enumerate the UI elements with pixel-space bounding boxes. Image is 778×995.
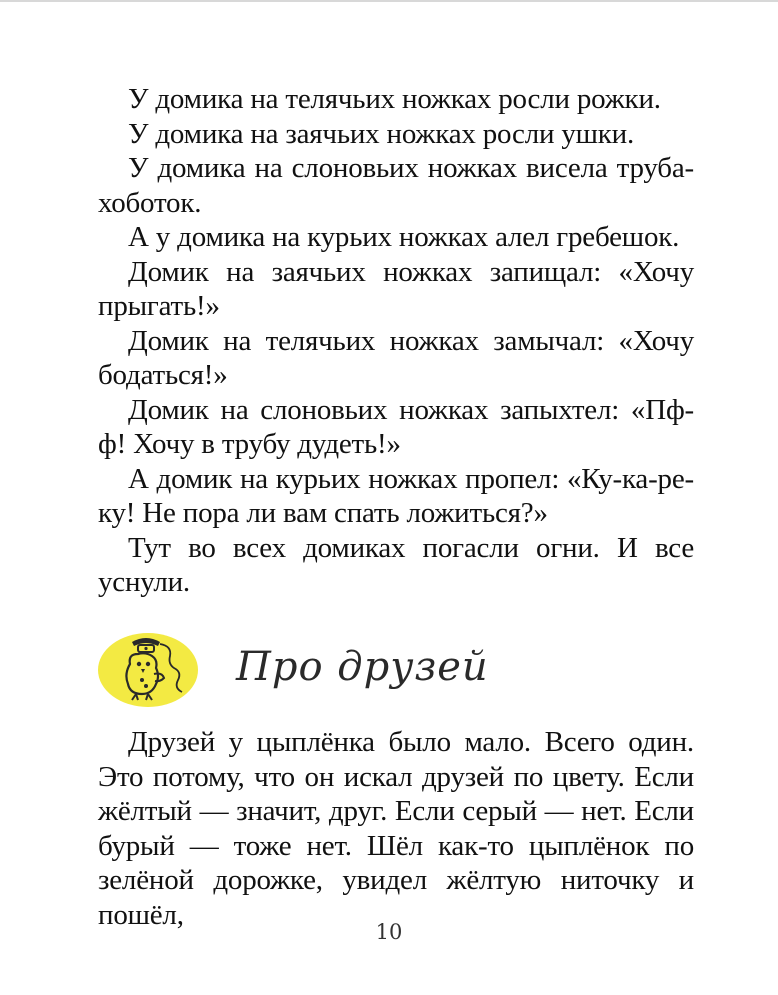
paragraph: Домик на телячьих ножках замычал: «Хочу бодаться!» xyxy=(98,324,694,391)
paragraph: У домика на слоновьих ножках висела труба-хоботок. xyxy=(98,152,694,219)
chick-with-telephone-icon xyxy=(98,628,200,708)
chapter-text xyxy=(98,725,694,932)
paragraph: А у домика на курьих ножках алел гребешок. xyxy=(128,221,680,253)
paragraph: У домика на заячьих ножках росли ушки. xyxy=(128,117,635,150)
page-number: 10 xyxy=(375,920,403,944)
chapter-title: Про друзей xyxy=(236,644,489,690)
chapter-heading xyxy=(98,628,694,718)
paragraph: Домик на слоновьих ножках запыхтел: «Пф-ф! Хочу в трубу дудеть!» xyxy=(98,393,694,460)
paragraph: Домик на заячьих ножках запищал: «Хочу прыгать!» xyxy=(98,255,694,322)
paragraph: Друзей у цыплёнка было мало. Всего один. Это потому, что он искал друзей по цвету. Если жёлтый — значит, друг. Если серый — нет. Если бурый — тоже нет. Шёл как-то цыплёнок по зелёной дорожке, увидел жёлтую ниточку и пошёл, xyxy=(98,726,694,931)
paragraph: У домика на телячьих ножках росли рожки. xyxy=(128,83,661,115)
paragraph: Тут во всех домиках погасли огни. И все уснули. xyxy=(98,531,694,598)
story-ending-text xyxy=(98,82,694,600)
page-top-border xyxy=(0,0,778,2)
paragraph: А домик на курьих ножках пропел: «Ку-ка-ре-ку! Не пора ли вам спать ложиться?» xyxy=(98,462,694,529)
